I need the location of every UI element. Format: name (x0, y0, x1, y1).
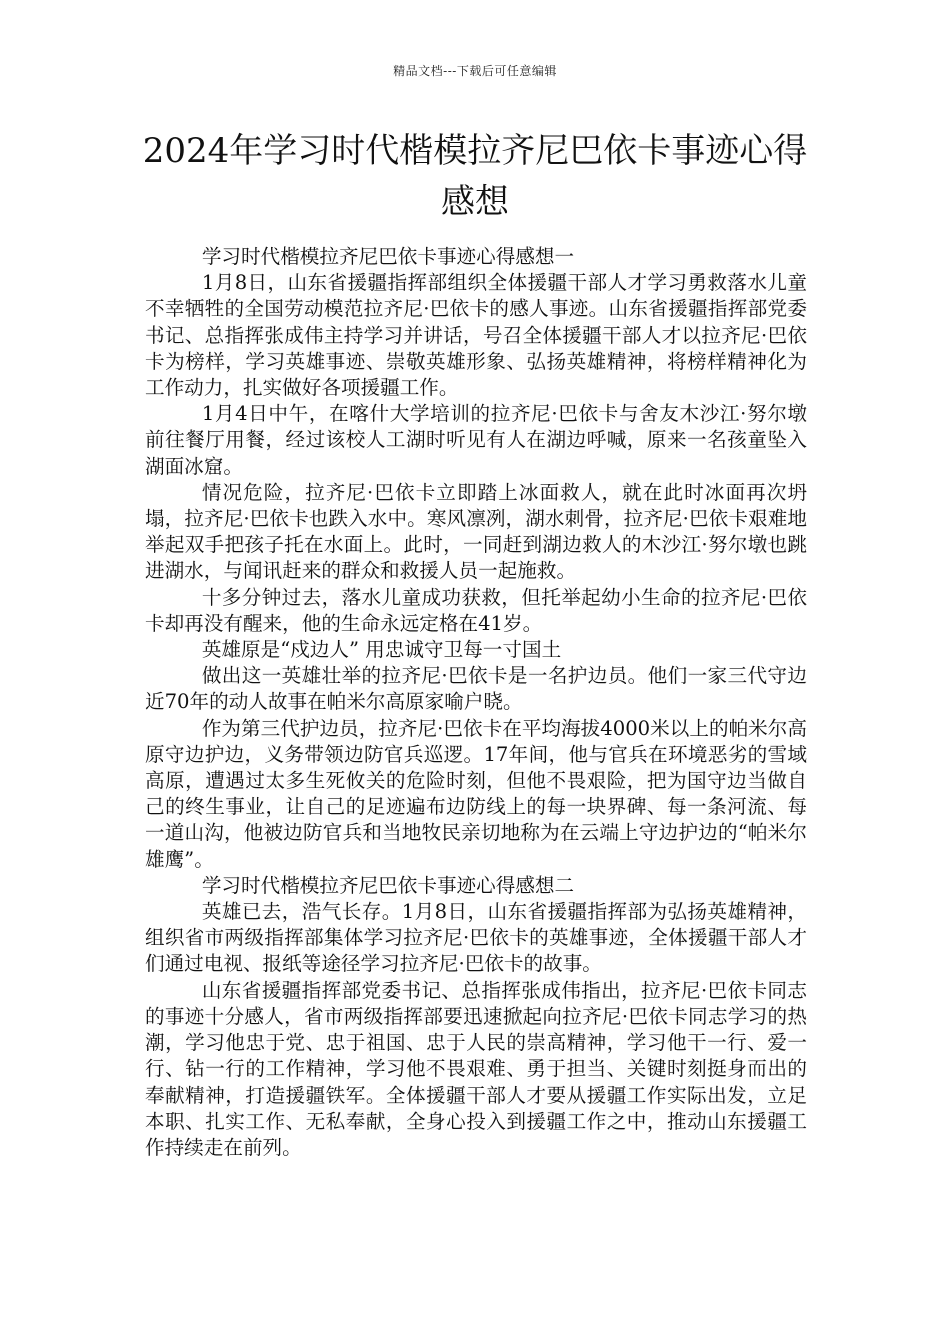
section-heading-two: 学习时代楷模拉齐尼巴依卡事迹心得感想二 (201, 873, 575, 897)
subheading: 英雄原是“戍边人” 用忠诚守卫每一寸国土 (201, 638, 562, 662)
document-title: 2024年学习时代楷模拉齐尼巴依卡事迹心得感想 (142, 131, 808, 222)
body-paragraph: 1月8日，山东省援疆指挥部组织全体援疆干部人才学习勇救落水儿童不幸牺牲的全国劳动模范拉齐尼·巴依卡的感人事迹。山东省援疆指挥部党委书记、总指挥张成伟主持学习并讲话，号召全体援疆干部人才以拉齐尼·巴依卡为榜样，学习英雄事迹、崇敬英雄形象、弘扬英雄精神，将榜样精神化为工作动力，扎实做好各项援疆工作。 (145, 271, 807, 400)
body-paragraph: 十多分钟过去，落水儿童成功获救，但托举起幼小生命的拉齐尼·巴依卡却再没有醒来，他的生命永远定格在41岁。 (145, 585, 807, 635)
section-heading-one: 学习时代楷模拉齐尼巴依卡事迹心得感想一 (201, 245, 575, 268)
page-header: 精品文档---下载后可任意编辑 (393, 64, 557, 78)
body-paragraph: 作为第三代护边员，拉齐尼·巴依卡在平均海拔4000米以上的帕米尔高原守边护边，义务带领边防官兵巡逻。17年间，他与官兵在环境恶劣的雪域高原，遭遇过太多生死攸关的危险时刻，但他不畏艰险，把为国守边当做自己的终生事业，让自己的足迹遍布边防线上的每一块界碑、每一条河流、每一道山沟，他被边防官兵和当地牧民亲切地称为在云端上守边护边的“帕米尔雄鹰”。 (145, 716, 807, 871)
body-paragraph: 山东省援疆指挥部党委书记、总指挥张成伟指出，拉齐尼·巴依卡同志的事迹十分感人，省市两级指挥部要迅速掀起向拉齐尼·巴依卡同志学习的热潮，学习他忠于党、忠于祖国、忠于人民的崇高精神，学习他干一行、爱一行、钻一行的工作精神，学习他不畏艰难、勇于担当、关键时刻挺身而出的奉献精神，打造援疆铁军。全体援疆干部人才要从援疆工作实际出发，立足本职、扎实工作、无私奉献，全身心投入到援疆工作之中，推动山东援疆工作持续走在前列。 (145, 978, 807, 1159)
body-paragraph: 情况危险，拉齐尼·巴依卡立即踏上冰面救人，就在此时冰面再次坍塌，拉齐尼·巴依卡也跌入水中。寒风凛冽，湖水刺骨，拉齐尼·巴依卡艰难地举起双手把孩子托在水面上。此时，一同赶到湖边救人的木沙江·努尔墩也跳进湖水，与闻讯赶来的群众和救援人员一起施救。 (145, 480, 807, 583)
body-paragraph: 做出这一英雄壮举的拉齐尼·巴依卡是一名护边员。他们一家三代守边近70年的动人故事在帕米尔高原家喻户晓。 (145, 664, 807, 714)
body-paragraph: 英雄已去，浩气长存。1月8日，山东省援疆指挥部为弘扬英雄精神，组织省市两级指挥部集体学习拉齐尼·巴依卡的英雄事迹，全体援疆干部人才们通过电视、报纸等途径学习拉齐尼·巴依卡的故事。 (145, 900, 807, 976)
body-paragraph: 1月4日中午，在喀什大学培训的拉齐尼·巴依卡与舍友木沙江·努尔墩前往餐厅用餐，经过该校人工湖时听见有人在湖边呼喊，原来一名孩童坠入湖面冰窟。 (145, 402, 807, 478)
document-body (145, 244, 807, 1161)
